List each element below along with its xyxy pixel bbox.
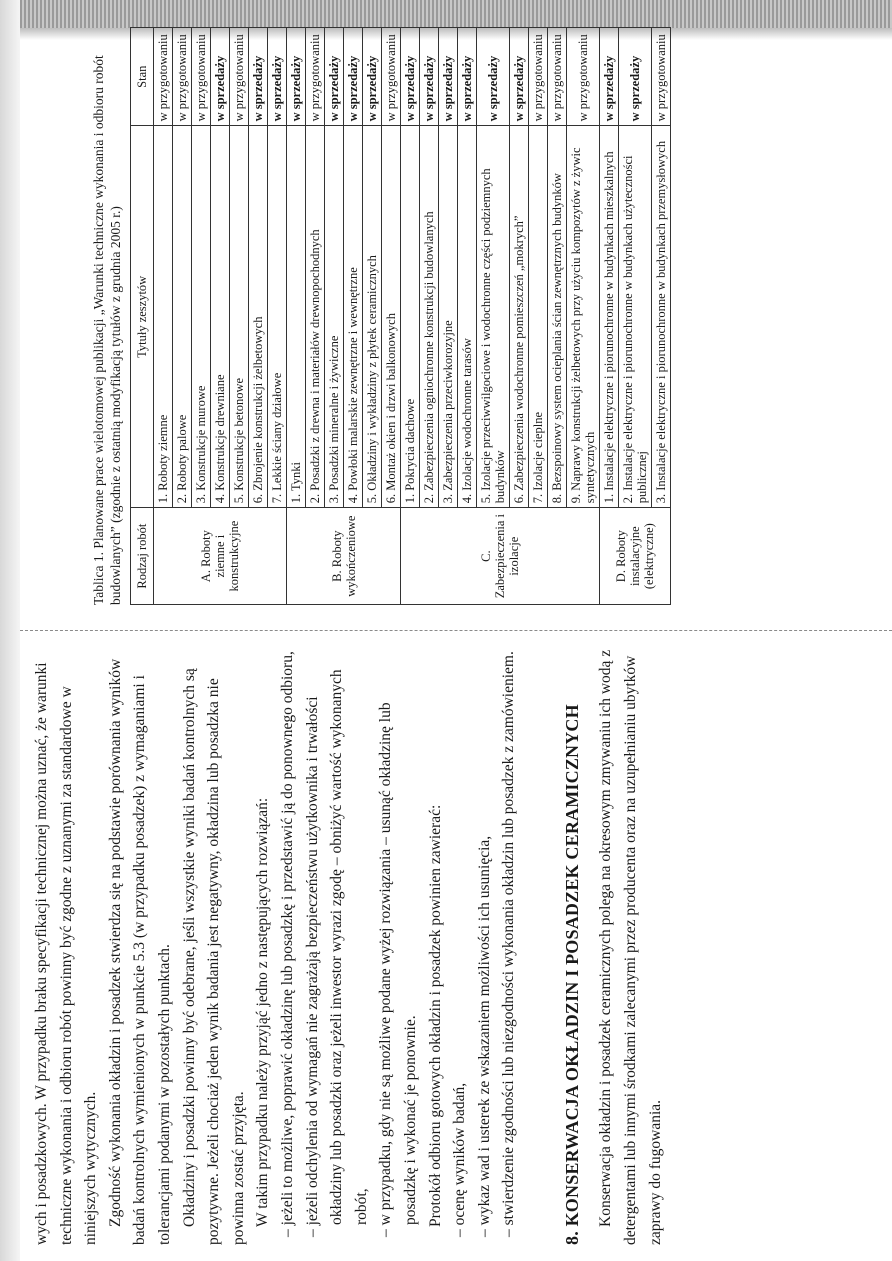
status-cell: w sprzedaży	[344, 28, 363, 126]
status-cell: w sprzedaży	[401, 28, 420, 126]
table-row	[600, 28, 619, 605]
booklet-title-cell: 7. Izolacje cieplne	[529, 126, 548, 508]
scan-left-edge	[0, 0, 20, 1261]
status-cell: w sprzedaży	[268, 28, 287, 126]
status-cell: w sprzedaży	[420, 28, 439, 126]
paragraph-2: Zgodność wykonania okładzin i posadzek stwierdza się na podstawie porównania wyników badań kontrolnych wymienionych w punkcie 5.3 (w przypadku posadzek) z wymaganiami i tolerancjami podanymi w pozostałych punktach.	[106, 658, 173, 1245]
option-3: – w przypadku, gdy nie są możliwe podane wyżej rozwiązania – usunąć okładzinę lub posadzkę i wykonać je ponownie.	[377, 702, 419, 1237]
status-cell: w sprzedaży	[439, 28, 458, 126]
header-state: Stan	[131, 28, 154, 126]
option-1: – jeżeli to możliwe, poprawić okładzinę lub posadzkę i przedstawić ją do ponownego odbioru,	[278, 651, 296, 1237]
header-title: Tytuły zeszytów	[131, 126, 154, 508]
table-body	[154, 28, 671, 605]
option-2: – jeżeli odchylenia od wymagań nie zagrażają bezpieczeństwu użytkownika i trwałości okładziny lub posadzki oraz jeżeli inwestor wyrazi zgodę – obniżyć wartość wykonanych robót,	[303, 669, 370, 1237]
status-cell: w sprzedaży	[287, 28, 306, 126]
booklet-title-cell: 6. Zbrojenie konstrukcji żelbetowych	[249, 126, 268, 508]
protocol-intro: Protokół odbioru gotowych okładzin i posadzek powinien zawierać:	[426, 804, 444, 1227]
booklet-title-cell: 3. Zabezpieczenia przeciwkorozyjne	[439, 126, 458, 508]
status-cell: w przygotowaniu	[548, 28, 567, 126]
status-cell: w przygotowaniu	[173, 28, 192, 126]
work-kind-cell: C. Zabezpieczenia i izolacje	[401, 508, 600, 605]
status-cell: w sprzedaży	[211, 28, 230, 126]
status-cell: w sprzedaży	[600, 28, 619, 126]
status-cell: w sprzedaży	[477, 28, 510, 126]
booklet-title-cell: 5. Okładziny i wykładziny z płytek ceramicznych	[363, 126, 382, 508]
status-cell: w sprzedaży	[510, 28, 529, 126]
booklet-title-cell: 2. Roboty palowe	[173, 126, 192, 508]
header-kind: Rodzaj robót	[131, 508, 154, 605]
protocol-item-1: – ocenę wyników badań,	[451, 1082, 469, 1237]
work-kind-cell: D. Roboty instalacyjne (elektryczne)	[600, 508, 671, 605]
status-cell: w przygotowaniu	[192, 28, 211, 126]
work-kind-cell: B. Roboty wykończeniowe	[287, 508, 401, 605]
booklet-title-cell: 2. Zabezpieczenia ogniochronne konstrukcji budowlanych	[420, 126, 439, 508]
status-cell: w sprzedaży	[249, 28, 268, 126]
status-cell: w sprzedaży	[619, 28, 652, 126]
rotated-spread	[30, 25, 890, 1245]
booklet-title-cell: 7. Lekkie ściany działowe	[268, 126, 287, 508]
status-cell: w sprzedaży	[325, 28, 344, 126]
works-table	[130, 27, 671, 605]
status-cell: w przygotowaniu	[306, 28, 325, 126]
section-body: Konserwacja okładzin i posadzek ceramicznych polega na okresowym zmywaniu ich wodą z detergentami lub innymi środkami zalecanymi przez producenta oraz na uzupełnianiu ubytków zaprawy do fugowania.	[597, 649, 664, 1245]
booklet-title-cell: 3. Posadzki mineralne i żywiczne	[325, 126, 344, 508]
status-cell: w przygotowaniu	[529, 28, 548, 126]
booklet-title-cell: 5. Izolacje przeciwwilgociowe i wodochronne części podziemnych budynków	[477, 126, 510, 508]
booklet-title-cell: 9. Naprawy konstrukcji żelbetowych przy użyciu kompozytów z żywic syntetycznych	[567, 126, 600, 508]
paragraph-4: W takim przypadku należy przyjąć jedno z następujących rozwiązań:	[254, 797, 272, 1227]
status-cell: w przygotowaniu	[154, 28, 173, 126]
status-cell: w sprzedaży	[458, 28, 477, 126]
table-row	[287, 28, 306, 605]
table-header-row	[131, 28, 154, 605]
table-caption: Tablica 1. Planowane prace wielotomowej publikacji „Warunki techniczne wykonania i odbioru robót budowlanych” (zgodnie z ostatnią modyfikacją tytułów z grudnia 2005 r.)	[91, 55, 123, 605]
status-cell: w przygotowaniu	[230, 28, 249, 126]
booklet-title-cell: 4. Izolacje wodochronne tarasów	[458, 126, 477, 508]
section-title: 8. KONSERWACJA OKŁADZIN I POSADZEK CERAMICZNYCH	[561, 704, 582, 1245]
booklet-title-cell: 1. Roboty ziemne	[154, 126, 173, 508]
work-kind-cell: A. Roboty ziemne i konstrukcyjne	[154, 508, 287, 605]
booklet-title-cell: 6. Zabezpieczenia wodochronne pomieszczeń „mokrych”	[510, 126, 529, 508]
booklet-title-cell: 3. Instalacje elektryczne i piorunochronne w budynkach przemysłowych	[652, 126, 671, 508]
booklet-title-cell: 8. Bezspoinowy system ocieplania ścian zewnętrznych budynków	[548, 126, 567, 508]
status-cell: w przygotowaniu	[382, 28, 401, 126]
booklet-title-cell: 6. Montaż okien i drzwi balkonowych	[382, 126, 401, 508]
booklet-title-cell: 1. Tynki	[287, 126, 306, 508]
paragraph-1: wych i posadzkowych. W przypadku braku specyfikacji technicznej można uznać, że warunki techniczne wykonania i odbioru robót powinny być zgodne z uznanymi za standardowe w niniejszych wytycznych.	[33, 662, 100, 1245]
booklet-title-cell: 4. Powłoki malarskie zewnętrzne i wewnętrzne	[344, 126, 363, 508]
status-cell: w przygotowaniu	[567, 28, 600, 126]
status-cell: w przygotowaniu	[652, 28, 671, 126]
booklet-title-cell: 2. Posadzki z drewna i materiałów drewnopochodnych	[306, 126, 325, 508]
protocol-item-3: – stwierdzenie zgodności lub niezgodności wykonania okładzin lub posadzek z zamówieniem.	[500, 651, 518, 1237]
booklet-title-cell: 5. Konstrukcje betonowe	[230, 126, 249, 508]
table-page	[90, 25, 890, 605]
text-page	[30, 645, 890, 1245]
booklet-title-cell: 1. Pokrycia dachowe	[401, 126, 420, 508]
booklet-title-cell: 4. Konstrukcje drewniane	[211, 126, 230, 508]
booklet-title-cell: 3. Konstrukcje murowe	[192, 126, 211, 508]
table-row	[401, 28, 420, 605]
paragraph-3: Okładziny i posadzki powinny być odebrane, jeśli wszystkie wyniki badań kontrolnych są pozytywne. Jeżeli chociaż jeden wynik badania jest negatywny, okładzina lub posadzka nie powinna zostać przyjęta.	[180, 668, 247, 1245]
table-row	[154, 28, 173, 605]
protocol-item-2: – wykaz wad i usterek ze wskazaniem możliwości ich usunięcia,	[475, 835, 493, 1237]
booklet-title-cell: 2. Instalacje elektryczne i piorunochronne w budynkach użyteczności publicznej	[619, 126, 652, 508]
status-cell: w sprzedaży	[363, 28, 382, 126]
booklet-title-cell: 1. Instalacje elektryczne i piorunochronne w budynkach mieszkalnych	[600, 126, 619, 508]
